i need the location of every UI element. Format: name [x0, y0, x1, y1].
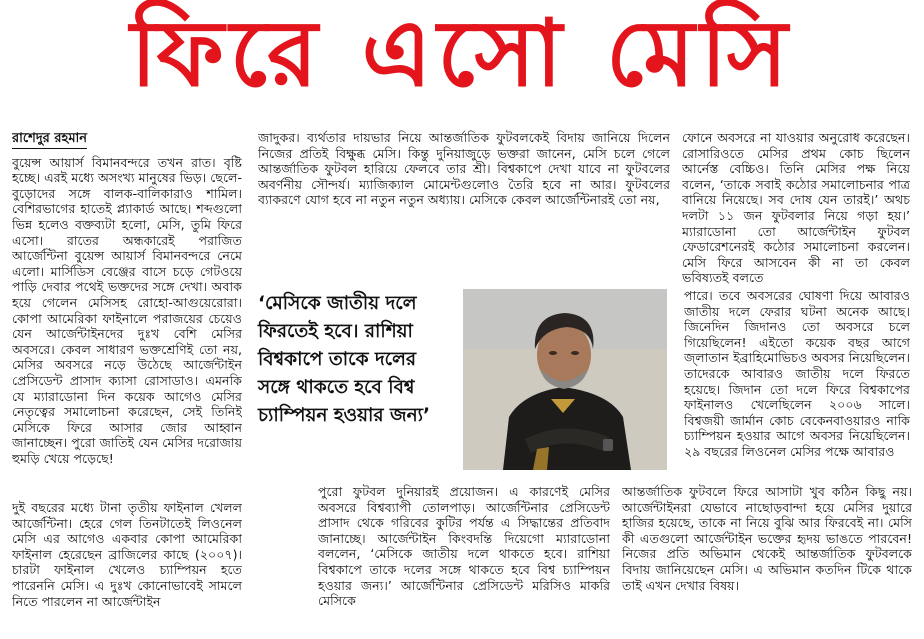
player-photo [463, 289, 667, 470]
column-1-bottom-text: দুই বছরের মধ্যে টানা তৃতীয় ফাইনাল খেলল আর্জেন্টিনা। হেরে গেল তিনটাতেই লিওনেল মেসি এর আগেও একবার কোপা আমেরিকা ফাইনাল হেরেছেন ব্রাজিলের কাছে (২০০৭)। চারটা ফাইনাল খেলেও চ্যাম্পিয়ন হতে পারেননি মেসি। এ দুঃখ কোনোভাবেই সামলে নিতে পারলেন না আর্জেন্টাইন [12, 500, 242, 609]
column-2-top-text: জাদুকর। ব্যর্থতার দায়ভার নিয়ে আন্তর্জাতিক ফুটবলকেই বিদায় জানিয়ে দিলেন নিজের প্রতিই বিক্ষুব্ধ মেসি। কিন্তু দুনিয়াজুড়ে ভক্তরা জানেন, মেসি চলে গেলে আন্তর্জাতিক ফুটবল হারিয়ে ফেলবে তার শ্রী। বিশ্বকাপে দেখা যাবে না ফুটবলের অবর্ণনীয় সৌন্দর্য। ম্যাজিক্যাল মোমেন্টগুলোও তৈরি হবে না আর। ফুটবলের ব্যাকরণে যোগ হবে না নতুন নতুন অধ্যায়। মেসিকে কেবল আর্জেন্টিনারই তো নয়, [258, 130, 670, 208]
column-3-side-text: পারে। তবে অবসরের ঘোষণা দিয়ে আবারও জাতীয় দলে ফেরার ঘটনা অনেক আছে। জিনেদিন জিদানও তো অবসরে চলে গিয়েছিলেন! এইতো কয়েক বছর আগে জ্লাতান ইব্রাহিমোভিচও অবসর নিয়েছিলেন। তাদেরকে আবারও জাতীয় দলে ফিরতে হয়েছে। জিদান তো দলে ফিরে বিশ্বকাপের ফাইনালও খেলেছিলেন ২০০৬ সালে। বিশ্বজয়ী জার্মান কোচ বেকেনবাওয়ারও নাকি চ্যাম্পিয়ন হওয়ার আগে অবসর নিয়েছিলেন। ২৯ বছরের লিওনেল মেসির পক্ষে আবারও [684, 288, 910, 459]
column-2-top [258, 130, 670, 278]
column-3-top-text: ফোনে অবসরে না যাওয়ার অনুরোধ করেছেন। রোসারিওতে মেসির প্রথম কোচ ছিলেন আর্নেস্ত বেচ্চিও। তিনি মেসির পক্ষ নিয়ে বলেন, ‘তাকে সবাই কঠোর সমালোচনার পাত্র বানিয়ে নিয়েছে। সব দোষ যেন তারই।’ অথচ দলটা ১১ জন ফুটবলার নিয়ে গড়া হয়।’ ম্যারাডোনা তো আর্জেন্টাইন ফুটবল ফেডারেশনেরই কঠোর সমালোচনা করলেন। মেসি ফিরে আসবেন কী না তা কেবল ভবিষ্যতই বলতে [682, 130, 910, 286]
column-1-text: বুয়েন্স আয়ার্স বিমানবন্দরে তখন রাত। বৃষ্টি হচ্ছে। এরই মধ্যে অসংখ্য মানুষের ভিড়। ছেলে-বুড়োদের সঙ্গে বালক-বালিকারাও শামিল। বেশিরভাগের হাতেই প্ল্যাকার্ড আছে। শব্দগুলো ভিন্ন হলেও বক্তব্যটা হলো, মেসি, তুমি ফিরে এসো। রাতের অন্ধকারেই পরাজিত আর্জেন্টিনা বুয়েন্স আয়ার্স বিমানবন্দরে নেমে এলো। মার্সিডিস বেঞ্জের বাসে চড়ে গেটওয়ে পাড়ি দেবার পথেই ভক্তদের সঙ্গে দেখা। অবাক হয়ে গেলেন মেসিসহ রোহো-আগুয়েরোরা। কোপা আমেরিকা ফাইনালে পরাজয়ের চেয়েও যেন আর্জেন্টাইনদের দুঃখ বেশি মেসির অবসরে। কেবল সাধারণ ভক্তশ্রেণিই তো নয়, মেসির অবসরে নড়ে উঠেছে আর্জেন্টাইন প্রেসিডেন্ট প্রাসাদ ক্যাসা রোসাডাও। এমনকি যে ম্যারাডোনা দিন কয়েক আগেও মেসির নেতৃত্বের সমালোচনা করেছেন, সেই তিনিই মেসিকে ফিরে আসার জোর আহ্বান জানাচ্ছেন। পুরো জাতিই যেন মেসির দরোজায় হুমড়ি খেয়ে পড়েছে! [12, 154, 242, 466]
column-3-bottom [622, 484, 912, 636]
column-2-bottom-text: পুরো ফুটবল দুনিয়ারই প্রয়োজন। এ কারণেই মেসির অবসরে বিশ্বব্যাপী তোলপাড়। আর্জেন্টিনার প্রেসিডেন্ট প্রাসাদ থেকে গরিবের কুটির পর্যন্ত এ সিদ্ধান্তের প্রতিবাদ জানাচ্ছে। আর্জেন্টাইন কিংবদন্তি দিয়েগো ম্যারাডোনা বললেন, ‘মেসিকে জাতীয় দলে থাকতে হবে। রাশিয়া বিশ্বকাপে তাকে দলের সঙ্গে থাকতে হবে বিশ্ব চ্যাম্পিয়ন হওয়ার জন্য।’ আর্জেন্টিনার প্রেসিডেন্ট মরিসিও মাকরি মেসিকে [318, 484, 610, 609]
column-1 [12, 130, 242, 498]
byline: রাশেদুর রহমান [12, 131, 87, 149]
pull-quote: ‘মেসিকে জাতীয় দলে ফিরতেই হবে। রাশিয়া বিশ্বকাপে তাকে দলের সঙ্গে থাকতে হবে বিশ্ব চ্যাম্পিয়ন হওয়ার জন্য’ [258, 293, 431, 426]
column-1-bottom [12, 500, 242, 636]
coach-image-icon [463, 289, 667, 470]
headline: ফিরে এসো মেসি [130, 0, 794, 107]
column-2-bottom [318, 484, 610, 636]
column-3-top [682, 130, 910, 286]
column-3-side [684, 288, 910, 482]
column-3-bottom-text: আন্তর্জাতিক ফুটবলে ফিরে আসাটা খুব কঠিন কিছু নয়। আর্জেন্টাইনরা যেভাবে নাছোড়বান্দা হয়ে মেসির দুয়ারে হাজির হয়েছে, তাকে না নিয়ে বুঝি আর ফিরবেই না। মেসি কী এতগুলো আর্জেন্টাইন ভক্তের হৃদয় ভাঙতে পারবেন! নিজের প্রতি অভিমান থেকেই আন্তর্জাতিক ফুটবলকে বিদায় জানিয়েছেন মেসি। এ অভিমান কতদিন টিকে থাকে তাই এখন দেখার বিষয়। [622, 484, 912, 593]
